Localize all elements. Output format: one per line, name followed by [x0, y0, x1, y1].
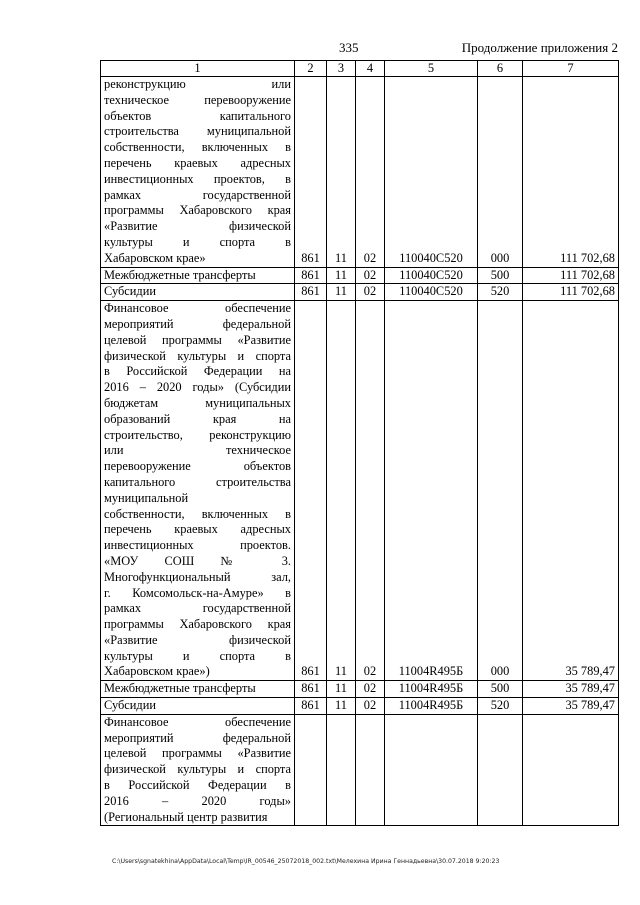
description-line: собственности, включенных в — [104, 506, 291, 521]
description-line: реконструкцию или — [104, 77, 291, 91]
description-line: рамках государственной — [104, 601, 291, 616]
description-line: программы Хабаровского края — [104, 203, 291, 218]
description-line: Хабаровском крае» — [104, 250, 206, 265]
column-header: 6 — [478, 61, 523, 77]
description-line: строительства муниципальной — [104, 124, 291, 139]
description-line: физической культуры и спорта — [104, 348, 291, 363]
description-line: в Российской Федерации на — [104, 364, 291, 379]
row-description — [101, 681, 295, 698]
table-row — [101, 714, 619, 826]
description-line: Многофункциональный зал, — [104, 569, 291, 584]
target-article-cell: 110040С520 — [385, 267, 478, 284]
subsection-cell: 02 — [356, 284, 385, 301]
description-line: техническое перевооружение — [104, 92, 291, 107]
table-row — [101, 267, 619, 284]
amount-cell: 35 789,47 — [523, 698, 619, 715]
expense-type-cell: 000 — [478, 301, 523, 681]
row-description — [101, 284, 295, 301]
description-line: инвестиционных проектов, в — [104, 171, 291, 186]
description-line: «Развитие физической — [104, 219, 291, 234]
amount-cell: 35 789,47 — [523, 681, 619, 698]
description-line: бюджетам муниципальных — [104, 395, 291, 410]
column-header: 3 — [327, 61, 356, 77]
section-cell: 11 — [327, 284, 356, 301]
section-cell: 11 — [327, 77, 356, 268]
table-row — [101, 698, 619, 715]
description-line: мероприятий федеральной — [104, 316, 291, 331]
target-article-cell: 110040С520 — [385, 284, 478, 301]
appendix-table — [100, 60, 619, 826]
description-line: мероприятий федеральной — [104, 730, 291, 745]
continuation-label: Продолжение приложения 2 — [461, 40, 618, 55]
description-line: «МОУ СОШ № 3. — [104, 553, 291, 568]
row-description — [101, 77, 295, 268]
table-row — [101, 77, 619, 268]
expense-type-cell: 000 — [478, 77, 523, 268]
description-line: инвестиционных проектов. — [104, 538, 291, 553]
description-line: г. Комсомольск-на-Амуре» в — [104, 585, 291, 600]
description-line: программы Хабаровского края — [104, 617, 291, 632]
expense-type-cell — [478, 714, 523, 826]
admin-code-cell — [295, 714, 327, 826]
column-header: 5 — [385, 61, 478, 77]
description-line: 2016 – 2020 годы» — [104, 793, 291, 808]
amount-cell: 111 702,68 — [523, 267, 619, 284]
column-header-row — [101, 61, 619, 77]
description-line: целевой программы «Развитие — [104, 746, 291, 761]
page-number: 335 — [339, 40, 359, 55]
description-line: Финансовое обеспечение — [104, 714, 291, 729]
admin-code-cell: 861 — [295, 698, 327, 715]
description-line: Межбюджетные трансферты — [104, 681, 256, 696]
expense-type-cell: 500 — [478, 681, 523, 698]
description-line: Финансовое обеспечение — [104, 301, 291, 316]
subsection-cell: 02 — [356, 698, 385, 715]
table-row — [101, 681, 619, 698]
subsection-cell — [356, 714, 385, 826]
description-line: физической культуры и спорта — [104, 762, 291, 777]
description-line: образований края на — [104, 411, 291, 426]
target-article-cell: 11004R495Б — [385, 681, 478, 698]
column-header: 2 — [295, 61, 327, 77]
admin-code-cell: 861 — [295, 284, 327, 301]
table-row — [101, 301, 619, 681]
amount-cell: 111 702,68 — [523, 284, 619, 301]
admin-code-cell: 861 — [295, 267, 327, 284]
subsection-cell: 02 — [356, 681, 385, 698]
admin-code-cell: 861 — [295, 681, 327, 698]
target-article-cell: 110040С520 — [385, 77, 478, 268]
description-line: строительство, реконструкцию — [104, 427, 291, 442]
table-row — [101, 284, 619, 301]
file-path-footer: C:\Users\sgnatekhina\AppData\Local\Temp\IR_00546_25072018_002.txt\Мелехина Ирина Геннадьевна\30.07.2018 9:20:23 — [112, 858, 500, 865]
row-description — [101, 714, 295, 826]
expense-type-cell: 520 — [478, 698, 523, 715]
description-line: 2016 – 2020 годы» (Субсидии — [104, 380, 291, 395]
description-line: Межбюджетные трансферты — [104, 267, 256, 282]
description-line: в Российской Федерации в — [104, 778, 291, 793]
column-header: 1 — [101, 61, 295, 77]
page-header — [100, 40, 618, 58]
section-cell: 11 — [327, 267, 356, 284]
description-line: перечень краевых адресных — [104, 155, 291, 170]
expense-type-cell: 500 — [478, 267, 523, 284]
description-line: целевой программы «Развитие — [104, 332, 291, 347]
description-line: «Развитие физической — [104, 632, 291, 647]
admin-code-cell: 861 — [295, 301, 327, 681]
target-article-cell — [385, 714, 478, 826]
amount-cell: 111 702,68 — [523, 77, 619, 268]
section-cell — [327, 714, 356, 826]
section-cell: 11 — [327, 681, 356, 698]
description-line: объектов капитального — [104, 108, 291, 123]
description-line: перечень краевых адресных — [104, 522, 291, 537]
row-description — [101, 698, 295, 715]
amount-cell: 35 789,47 — [523, 301, 619, 681]
subsection-cell: 02 — [356, 77, 385, 268]
description-line: культуры и спорта в — [104, 234, 291, 249]
description-line: Хабаровском крае») — [104, 664, 210, 679]
description-line: муниципальной — [104, 490, 189, 505]
row-description — [101, 301, 295, 681]
description-line: рамках государственной — [104, 187, 291, 202]
description-line: перевооружение объектов — [104, 459, 291, 474]
description-line: культуры и спорта в — [104, 648, 291, 663]
description-line: капитального строительства — [104, 474, 291, 489]
subsection-cell: 02 — [356, 301, 385, 681]
admin-code-cell: 861 — [295, 77, 327, 268]
description-line: Субсидии — [104, 284, 156, 299]
description-line: Субсидии — [104, 698, 156, 713]
target-article-cell: 11004R495Б — [385, 301, 478, 681]
description-line: (Региональный центр развития — [104, 809, 268, 824]
section-cell: 11 — [327, 301, 356, 681]
description-line: собственности, включенных в — [104, 140, 291, 155]
target-article-cell: 11004R495Б — [385, 698, 478, 715]
column-header: 4 — [356, 61, 385, 77]
row-description — [101, 267, 295, 284]
expense-type-cell: 520 — [478, 284, 523, 301]
description-line: или техническое — [104, 443, 291, 458]
subsection-cell: 02 — [356, 267, 385, 284]
section-cell: 11 — [327, 698, 356, 715]
amount-cell — [523, 714, 619, 826]
column-header: 7 — [523, 61, 619, 77]
